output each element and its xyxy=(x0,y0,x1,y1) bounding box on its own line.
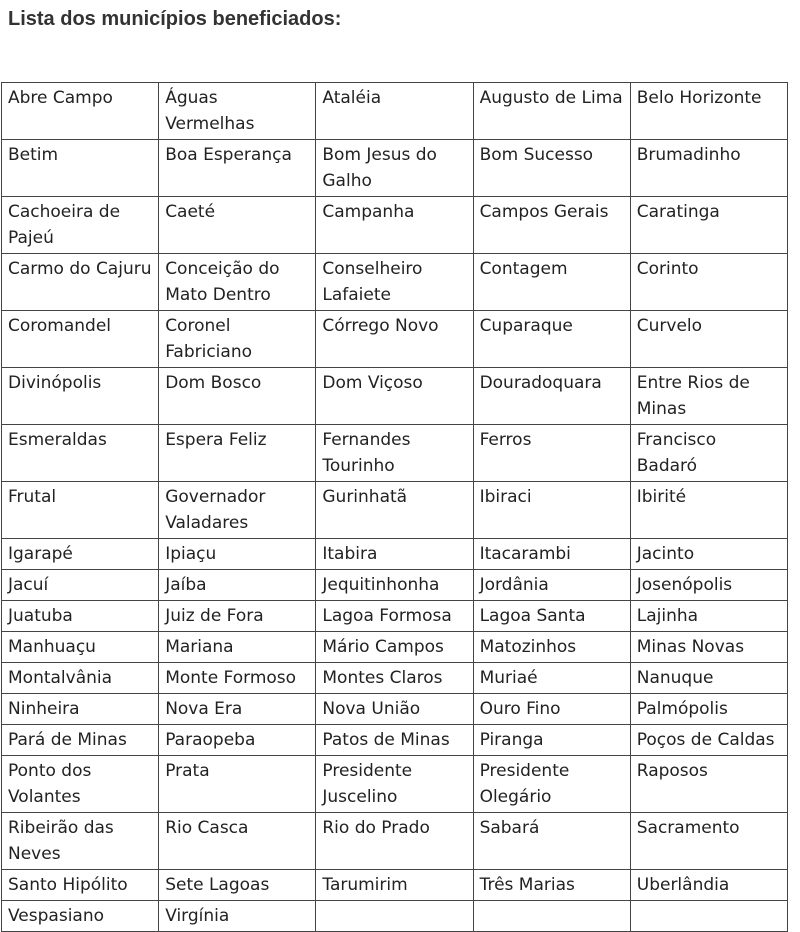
municipality-cell: Vespasiano xyxy=(2,901,159,932)
municipality-cell: Ibiraci xyxy=(473,482,630,539)
municipality-cell: Ponto dos Volantes xyxy=(2,756,159,813)
municipality-cell: Montes Claros xyxy=(316,663,473,694)
municipality-cell: Itacarambi xyxy=(473,539,630,570)
municipality-cell: Presidente Juscelino xyxy=(316,756,473,813)
municipality-cell: Itabira xyxy=(316,539,473,570)
municipality-cell: Gurinhatã xyxy=(316,482,473,539)
table-row xyxy=(2,482,788,539)
municipality-cell: Dom Viçoso xyxy=(316,368,473,425)
municipality-cell: Montalvânia xyxy=(2,663,159,694)
municipality-cell: Frutal xyxy=(2,482,159,539)
municipality-cell: Brumadinho xyxy=(630,140,787,197)
municipality-cell: Jequitinhonha xyxy=(316,570,473,601)
municipality-cell: Caeté xyxy=(159,197,316,254)
table-row xyxy=(2,632,788,663)
municipality-cell: Igarapé xyxy=(2,539,159,570)
municipality-cell: Mariana xyxy=(159,632,316,663)
municipality-cell: Augusto de Lima xyxy=(473,83,630,140)
table-row xyxy=(2,813,788,870)
municipality-cell: Virgínia xyxy=(159,901,316,932)
municipality-cell: Ibirité xyxy=(630,482,787,539)
table-row xyxy=(2,140,788,197)
municipality-cell: Juatuba xyxy=(2,601,159,632)
municipality-cell: Fernandes Tourinho xyxy=(316,425,473,482)
municipality-cell: Contagem xyxy=(473,254,630,311)
municipality-cell: Betim xyxy=(2,140,159,197)
table-row xyxy=(2,601,788,632)
municipality-cell: Sete Lagoas xyxy=(159,870,316,901)
municipality-cell: Juiz de Fora xyxy=(159,601,316,632)
table-row xyxy=(2,570,788,601)
municipality-cell: Sabará xyxy=(473,813,630,870)
municipality-cell: Bom Jesus do Galho xyxy=(316,140,473,197)
table-row xyxy=(2,539,788,570)
municipality-cell: Lagoa Santa xyxy=(473,601,630,632)
municipality-cell: Corinto xyxy=(630,254,787,311)
municipality-cell: Josenópolis xyxy=(630,570,787,601)
municipality-cell xyxy=(630,901,787,932)
municipality-cell: Francisco Badaró xyxy=(630,425,787,482)
municipality-cell: Patos de Minas xyxy=(316,725,473,756)
municipality-cell: Ouro Fino xyxy=(473,694,630,725)
municipality-cell: Raposos xyxy=(630,756,787,813)
municipality-cell: Presidente Olegário xyxy=(473,756,630,813)
municipality-cell xyxy=(316,901,473,932)
municipality-cell: Boa Esperança xyxy=(159,140,316,197)
municipality-cell: Tarumirim xyxy=(316,870,473,901)
municipality-cell: Curvelo xyxy=(630,311,787,368)
municipality-cell: Espera Feliz xyxy=(159,425,316,482)
municipality-cell: Nanuque xyxy=(630,663,787,694)
municipality-cell: Monte Formoso xyxy=(159,663,316,694)
municipality-cell: Matozinhos xyxy=(473,632,630,663)
municipality-cell: Pará de Minas xyxy=(2,725,159,756)
municipality-cell: Campos Gerais xyxy=(473,197,630,254)
municipality-cell: Entre Rios de Minas xyxy=(630,368,787,425)
municipality-cell: Rio Casca xyxy=(159,813,316,870)
municipality-cell: Jaíba xyxy=(159,570,316,601)
municipality-cell: Palmópolis xyxy=(630,694,787,725)
page-title: Lista dos municípios beneficiados: xyxy=(8,8,342,30)
municipality-cell: Carmo do Cajuru xyxy=(2,254,159,311)
municipality-cell: Santo Hipólito xyxy=(2,870,159,901)
municipality-cell: Douradoquara xyxy=(473,368,630,425)
municipality-cell: Divinópolis xyxy=(2,368,159,425)
municipality-cell: Ribeirão das Neves xyxy=(2,813,159,870)
municipality-cell: Águas Vermelhas xyxy=(159,83,316,140)
table-row xyxy=(2,725,788,756)
municipality-cell: Piranga xyxy=(473,725,630,756)
municipality-cell: Nova União xyxy=(316,694,473,725)
table-row xyxy=(2,663,788,694)
municipality-cell: Coronel Fabriciano xyxy=(159,311,316,368)
municipality-cell: Ataléia xyxy=(316,83,473,140)
municipality-cell: Abre Campo xyxy=(2,83,159,140)
municipality-cell: Campanha xyxy=(316,197,473,254)
municipalities-table xyxy=(1,82,788,932)
table-row xyxy=(2,254,788,311)
municipality-cell: Lajinha xyxy=(630,601,787,632)
municipality-cell: Uberlândia xyxy=(630,870,787,901)
municipality-cell: Cachoeira de Pajeú xyxy=(2,197,159,254)
municipality-cell: Prata xyxy=(159,756,316,813)
municipality-cell: Belo Horizonte xyxy=(630,83,787,140)
municipality-cell: Jacuí xyxy=(2,570,159,601)
municipality-cell: Rio do Prado xyxy=(316,813,473,870)
table-row xyxy=(2,311,788,368)
municipality-cell: Lagoa Formosa xyxy=(316,601,473,632)
municipality-cell xyxy=(473,901,630,932)
municipality-cell: Mário Campos xyxy=(316,632,473,663)
table-row xyxy=(2,83,788,140)
municipality-cell: Esmeraldas xyxy=(2,425,159,482)
municipality-cell: Cuparaque xyxy=(473,311,630,368)
municipality-cell: Ferros xyxy=(473,425,630,482)
municipality-cell: Jacinto xyxy=(630,539,787,570)
table-row xyxy=(2,756,788,813)
municipality-cell: Dom Bosco xyxy=(159,368,316,425)
municipality-cell: Manhuaçu xyxy=(2,632,159,663)
municipality-cell: Conselheiro Lafaiete xyxy=(316,254,473,311)
municipality-cell: Coromandel xyxy=(2,311,159,368)
municipality-cell: Ipiaçu xyxy=(159,539,316,570)
table-row xyxy=(2,694,788,725)
municipality-cell: Ninheira xyxy=(2,694,159,725)
table-row xyxy=(2,870,788,901)
municipality-cell: Minas Novas xyxy=(630,632,787,663)
table-row xyxy=(2,368,788,425)
municipality-cell: Sacramento xyxy=(630,813,787,870)
municipality-cell: Caratinga xyxy=(630,197,787,254)
municipality-cell: Muriaé xyxy=(473,663,630,694)
municipality-cell: Poços de Caldas xyxy=(630,725,787,756)
municipality-cell: Jordânia xyxy=(473,570,630,601)
municipality-cell: Conceição do Mato Dentro xyxy=(159,254,316,311)
municipality-cell: Governador Valadares xyxy=(159,482,316,539)
municipalities-table-body xyxy=(2,83,788,932)
municipality-cell: Nova Era xyxy=(159,694,316,725)
municipality-cell: Bom Sucesso xyxy=(473,140,630,197)
municipality-cell: Paraopeba xyxy=(159,725,316,756)
municipality-cell: Córrego Novo xyxy=(316,311,473,368)
municipality-cell: Três Marias xyxy=(473,870,630,901)
table-row xyxy=(2,901,788,932)
table-row xyxy=(2,197,788,254)
table-row xyxy=(2,425,788,482)
